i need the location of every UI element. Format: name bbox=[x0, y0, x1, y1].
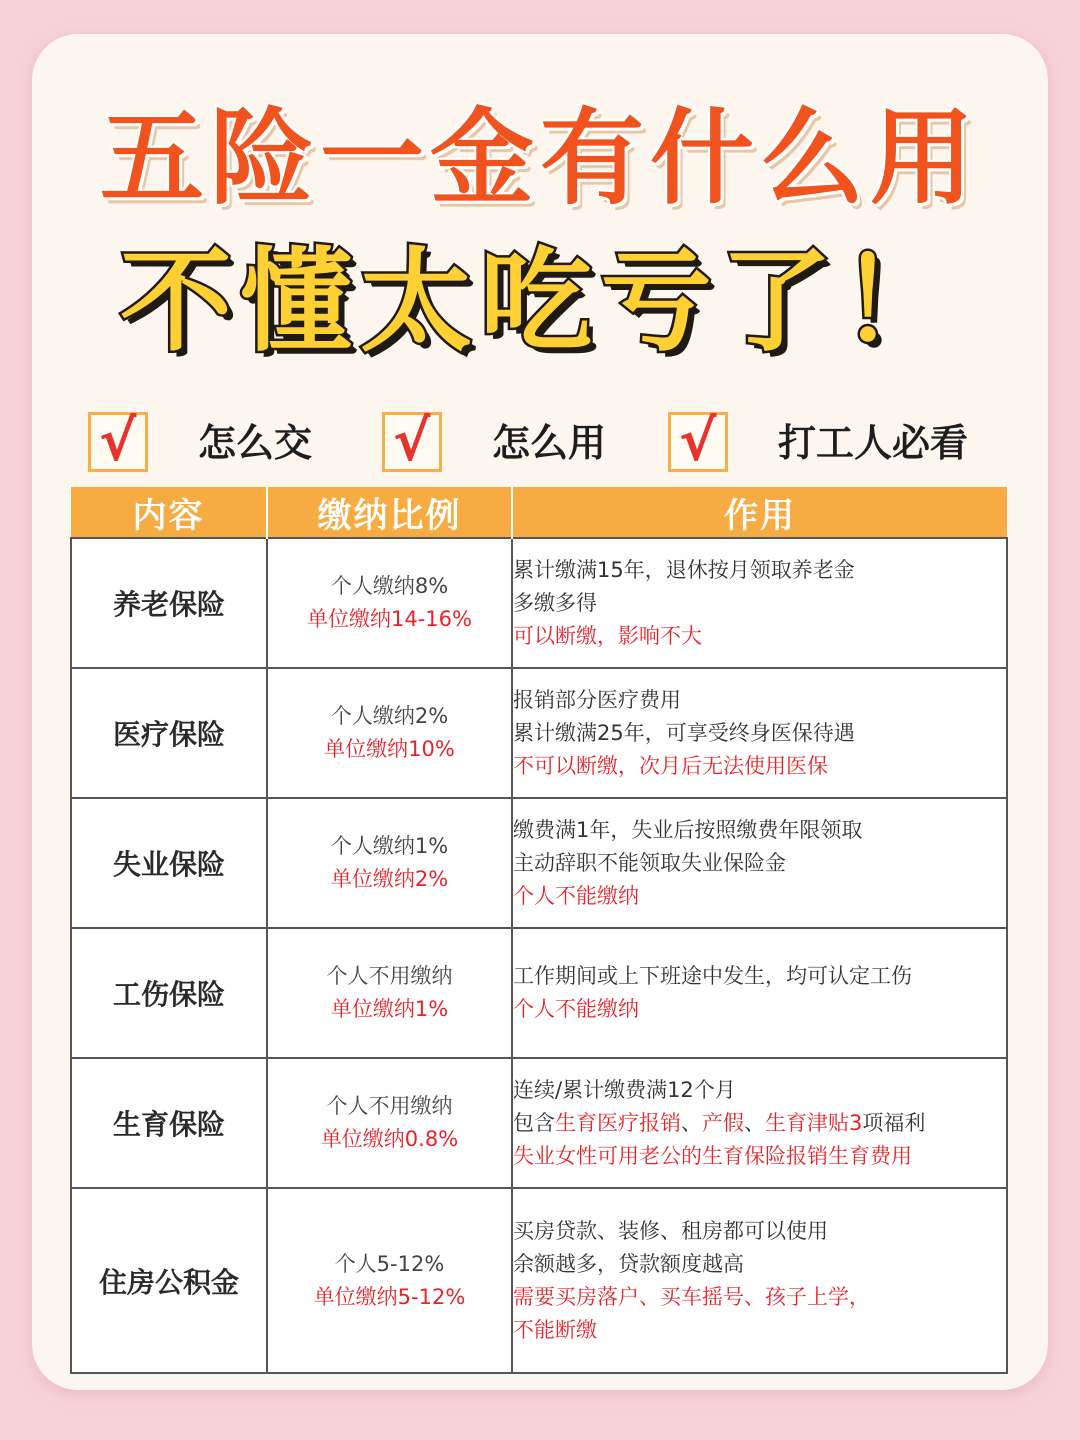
effect-segment: 项福利 bbox=[862, 1110, 926, 1135]
effect-line: 主动辞职不能领取失业保险金 bbox=[513, 850, 786, 875]
employer-ratio: 单位缴纳2% bbox=[330, 867, 449, 891]
insurance-name: 养老保险 bbox=[71, 538, 267, 668]
checkmark-icon: √ bbox=[679, 409, 717, 474]
effect-segment: 、 bbox=[744, 1110, 765, 1135]
table-row bbox=[71, 1058, 1007, 1188]
effect-line: 个人不能缴纳 bbox=[513, 883, 639, 908]
ratio-cell bbox=[267, 1058, 512, 1188]
ratio-cell bbox=[267, 928, 512, 1058]
effect-line: 买房贷款、装修、租房都可以使用 bbox=[513, 1218, 828, 1243]
checkbox-icon bbox=[88, 409, 148, 474]
ratio-cell bbox=[267, 1188, 512, 1373]
insurance-table bbox=[70, 487, 1008, 1374]
effect-line: 工作期间或上下班途中发生，均可认定工伤 bbox=[513, 964, 912, 988]
insurance-name: 生育保险 bbox=[71, 1058, 267, 1188]
employer-ratio: 单位缴纳5-12% bbox=[313, 1284, 466, 1309]
table-row bbox=[71, 538, 1007, 668]
effect-line: 报销部分医疗费用 bbox=[513, 687, 681, 712]
insurance-name: 医疗保险 bbox=[71, 668, 267, 798]
effect-segment: 生育津贴3 bbox=[765, 1110, 863, 1135]
employer-ratio: 单位缴纳10% bbox=[324, 737, 455, 761]
effect-line: 余额越多，贷款额度越高 bbox=[513, 1251, 744, 1276]
effect-line: 失业女性可用老公的生育保险报销生育费用 bbox=[513, 1143, 912, 1168]
table-header-row bbox=[71, 487, 1007, 538]
effect-cell bbox=[512, 1188, 1007, 1373]
checkbox-icon bbox=[668, 409, 728, 474]
effect-line: 累计缴满15年，退休按月领取养老金 bbox=[513, 557, 855, 582]
check-label: 打工人必看 bbox=[778, 421, 969, 465]
insurance-name: 工伤保险 bbox=[71, 928, 267, 1058]
effect-line: 累计缴满25年，可享受终身医保待遇 bbox=[513, 720, 855, 745]
header-ratio: 缴纳比例 bbox=[267, 487, 512, 538]
checkbox-icon bbox=[382, 409, 442, 474]
employer-ratio: 单位缴纳14-16% bbox=[307, 607, 472, 631]
header-effect: 作用 bbox=[512, 487, 1007, 538]
table-row bbox=[71, 798, 1007, 928]
effect-line: 个人不能缴纳 bbox=[513, 997, 639, 1021]
effect-line: 不能断缴 bbox=[513, 1317, 597, 1342]
ratio-cell bbox=[267, 798, 512, 928]
personal-ratio: 个人不用缴纳 bbox=[326, 964, 453, 988]
effect-line: 连续/累计缴费满12个月 bbox=[513, 1077, 736, 1102]
personal-ratio: 个人缴纳8% bbox=[330, 574, 449, 598]
effect-cell bbox=[512, 538, 1007, 668]
effect-cell bbox=[512, 668, 1007, 798]
checkmark-icon: √ bbox=[393, 409, 431, 474]
effect-segment: 包含 bbox=[513, 1110, 555, 1135]
effect-cell bbox=[512, 1058, 1007, 1188]
table-row bbox=[71, 1188, 1007, 1373]
title-line-1: 五险一金有什么用 bbox=[99, 97, 980, 219]
check-label: 怎么用 bbox=[492, 421, 607, 465]
ratio-cell bbox=[267, 668, 512, 798]
insurance-name: 住房公积金 bbox=[71, 1188, 267, 1373]
checklist bbox=[88, 410, 1008, 476]
checkmark-icon: √ bbox=[99, 409, 137, 474]
ratio-cell bbox=[267, 538, 512, 668]
effect-line: 不可以断缴，次月后无法使用医保 bbox=[513, 753, 828, 778]
effect-segment: 产假 bbox=[702, 1110, 744, 1135]
personal-ratio: 个人缴纳1% bbox=[330, 834, 449, 858]
personal-ratio: 个人5-12% bbox=[334, 1251, 445, 1276]
personal-ratio: 个人不用缴纳 bbox=[326, 1094, 453, 1118]
effect-segment: 生育医疗报销 bbox=[555, 1110, 681, 1135]
effect-line bbox=[513, 1107, 1006, 1140]
effect-line: 需要买房落户、买车摇号、孩子上学， bbox=[513, 1284, 870, 1309]
insurance-name: 失业保险 bbox=[71, 798, 267, 928]
effect-segment: 、 bbox=[681, 1110, 702, 1135]
table-body bbox=[71, 538, 1007, 1373]
title-line-2: 不懂太吃亏了！ bbox=[120, 237, 960, 367]
effect-cell bbox=[512, 928, 1007, 1058]
header-content: 内容 bbox=[71, 487, 267, 538]
table-row bbox=[71, 668, 1007, 798]
effect-line: 可以断缴，影响不大 bbox=[513, 623, 702, 648]
employer-ratio: 单位缴纳0.8% bbox=[320, 1127, 459, 1151]
table-row bbox=[71, 928, 1007, 1058]
effect-cell bbox=[512, 798, 1007, 928]
personal-ratio: 个人缴纳2% bbox=[330, 704, 449, 728]
effect-line: 缴费满1年，失业后按照缴费年限领取 bbox=[513, 817, 863, 842]
check-label: 怎么交 bbox=[198, 421, 313, 465]
effect-line: 多缴多得 bbox=[513, 590, 597, 615]
employer-ratio: 单位缴纳1% bbox=[330, 997, 449, 1021]
